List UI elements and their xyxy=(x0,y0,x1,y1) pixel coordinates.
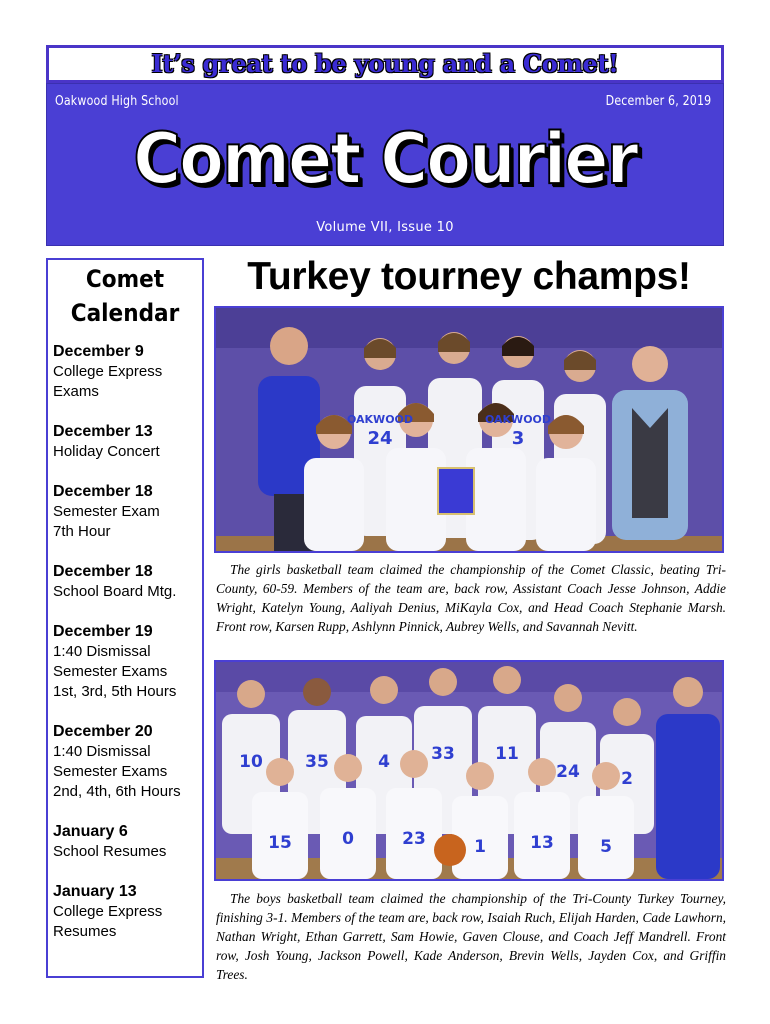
boys-team-photo xyxy=(214,660,724,881)
event-description: 2nd, 4th, 6th Hours xyxy=(53,783,181,800)
event-description: College Express xyxy=(53,903,163,920)
comet-calendar-sidebar xyxy=(46,258,204,978)
event-date: January 13 xyxy=(53,883,137,900)
jersey-number: 33 xyxy=(431,744,455,764)
issue-date: December 6, 2019 xyxy=(605,94,711,109)
event-description: School Board Mtg. xyxy=(53,583,177,600)
jersey-number: 24 xyxy=(556,762,580,782)
event-date: December 9 xyxy=(53,343,144,360)
calendar-event xyxy=(53,722,202,802)
calendar-event xyxy=(53,622,202,702)
event-description: College Express xyxy=(53,363,163,380)
newspaper-title: Comet Courier xyxy=(133,118,637,200)
calendar-title xyxy=(56,262,195,330)
event-description: 1:40 Dismissal xyxy=(53,743,151,760)
event-description: Resumes xyxy=(53,923,117,940)
school-name: Oakwood High School xyxy=(55,94,179,109)
trophy-plaque xyxy=(438,468,474,514)
calendar-event xyxy=(53,422,202,462)
event-description: School Resumes xyxy=(53,843,167,860)
event-description: 1st, 3rd, 5th Hours xyxy=(53,683,177,700)
jersey-text: OAKWOOD xyxy=(484,413,552,426)
masthead xyxy=(46,83,724,246)
calendar-events xyxy=(48,330,202,942)
jersey-number: 13 xyxy=(530,833,554,853)
calendar-event xyxy=(53,822,202,862)
calendar-title-line1: Comet xyxy=(85,265,165,293)
event-date: January 6 xyxy=(53,823,128,840)
event-date: December 19 xyxy=(53,623,153,640)
slogan-banner: It’s great to be young and a Comet! xyxy=(46,45,724,83)
event-date: December 20 xyxy=(53,723,153,740)
calendar-title-line2: Calendar xyxy=(70,299,180,327)
jersey-number: 1 xyxy=(474,837,486,857)
jersey-number: 5 xyxy=(600,837,612,857)
jersey-text: OAKWOOD xyxy=(346,413,414,426)
jersey-number: 35 xyxy=(305,752,329,772)
basketball xyxy=(434,834,466,866)
jersey-number: 2 xyxy=(621,769,633,789)
jersey-number: 11 xyxy=(495,744,519,764)
event-description: Semester Exams xyxy=(53,763,168,780)
jersey-number: 24 xyxy=(367,428,393,449)
jersey-number: 4 xyxy=(378,752,390,772)
jersey-number: 3 xyxy=(511,428,525,449)
event-description: Semester Exams xyxy=(53,663,168,680)
coach-figure xyxy=(656,714,720,879)
article-headline: Turkey tourney champs! xyxy=(247,255,691,298)
calendar-event xyxy=(53,562,202,602)
jersey-number: 0 xyxy=(342,829,354,849)
boys-team-caption: The boys basketball team claimed the championship of the Tri-County Turkey Tourney, finishing 3-1. Members of the team are, back row, Isaiah Ruch, Elijah Harden, Cade Lawhorn, Nathan Wright, Ethan Garrett, Sam Howie, Gaven Clouse, and Coach Jeff Mandrell. Front row, Josh Young, Jackson Powell, Kade Anderson, Brevin Wells, Jayden Cox, and Griffin Trees. xyxy=(216,891,726,982)
jersey-number: 10 xyxy=(239,752,263,772)
volume-issue: Volume VII, Issue 10 xyxy=(316,220,454,235)
event-description: Semester Exam xyxy=(53,503,160,520)
calendar-event xyxy=(53,342,202,402)
event-date: December 13 xyxy=(53,423,153,440)
calendar-event xyxy=(53,882,202,942)
event-date: December 18 xyxy=(53,483,153,500)
event-date: December 18 xyxy=(53,563,153,580)
girls-team-caption: The girls basketball team claimed the championship of the Comet Classic, beating Tri-County, 60-59. Members of the team are, back row, Assistant Coach Jesse Johnson, Addie Wright, Katelyn Young, Aaliyah Denius, MiKayla Cox, and Head Coach Stephanie Marsh. Front row, Karsen Rupp, Ashlynn Pinnick, Aubrey Wells, and Savannah Nevitt. xyxy=(216,562,726,634)
girls-team-photo xyxy=(214,306,724,553)
event-description: Holiday Concert xyxy=(53,443,160,460)
calendar-event xyxy=(53,482,202,542)
jersey-number: 15 xyxy=(268,833,292,853)
event-description: 7th Hour xyxy=(53,523,111,540)
event-description: 1:40 Dismissal xyxy=(53,643,151,660)
jersey-number: 23 xyxy=(402,829,426,849)
event-description: Exams xyxy=(53,383,99,400)
